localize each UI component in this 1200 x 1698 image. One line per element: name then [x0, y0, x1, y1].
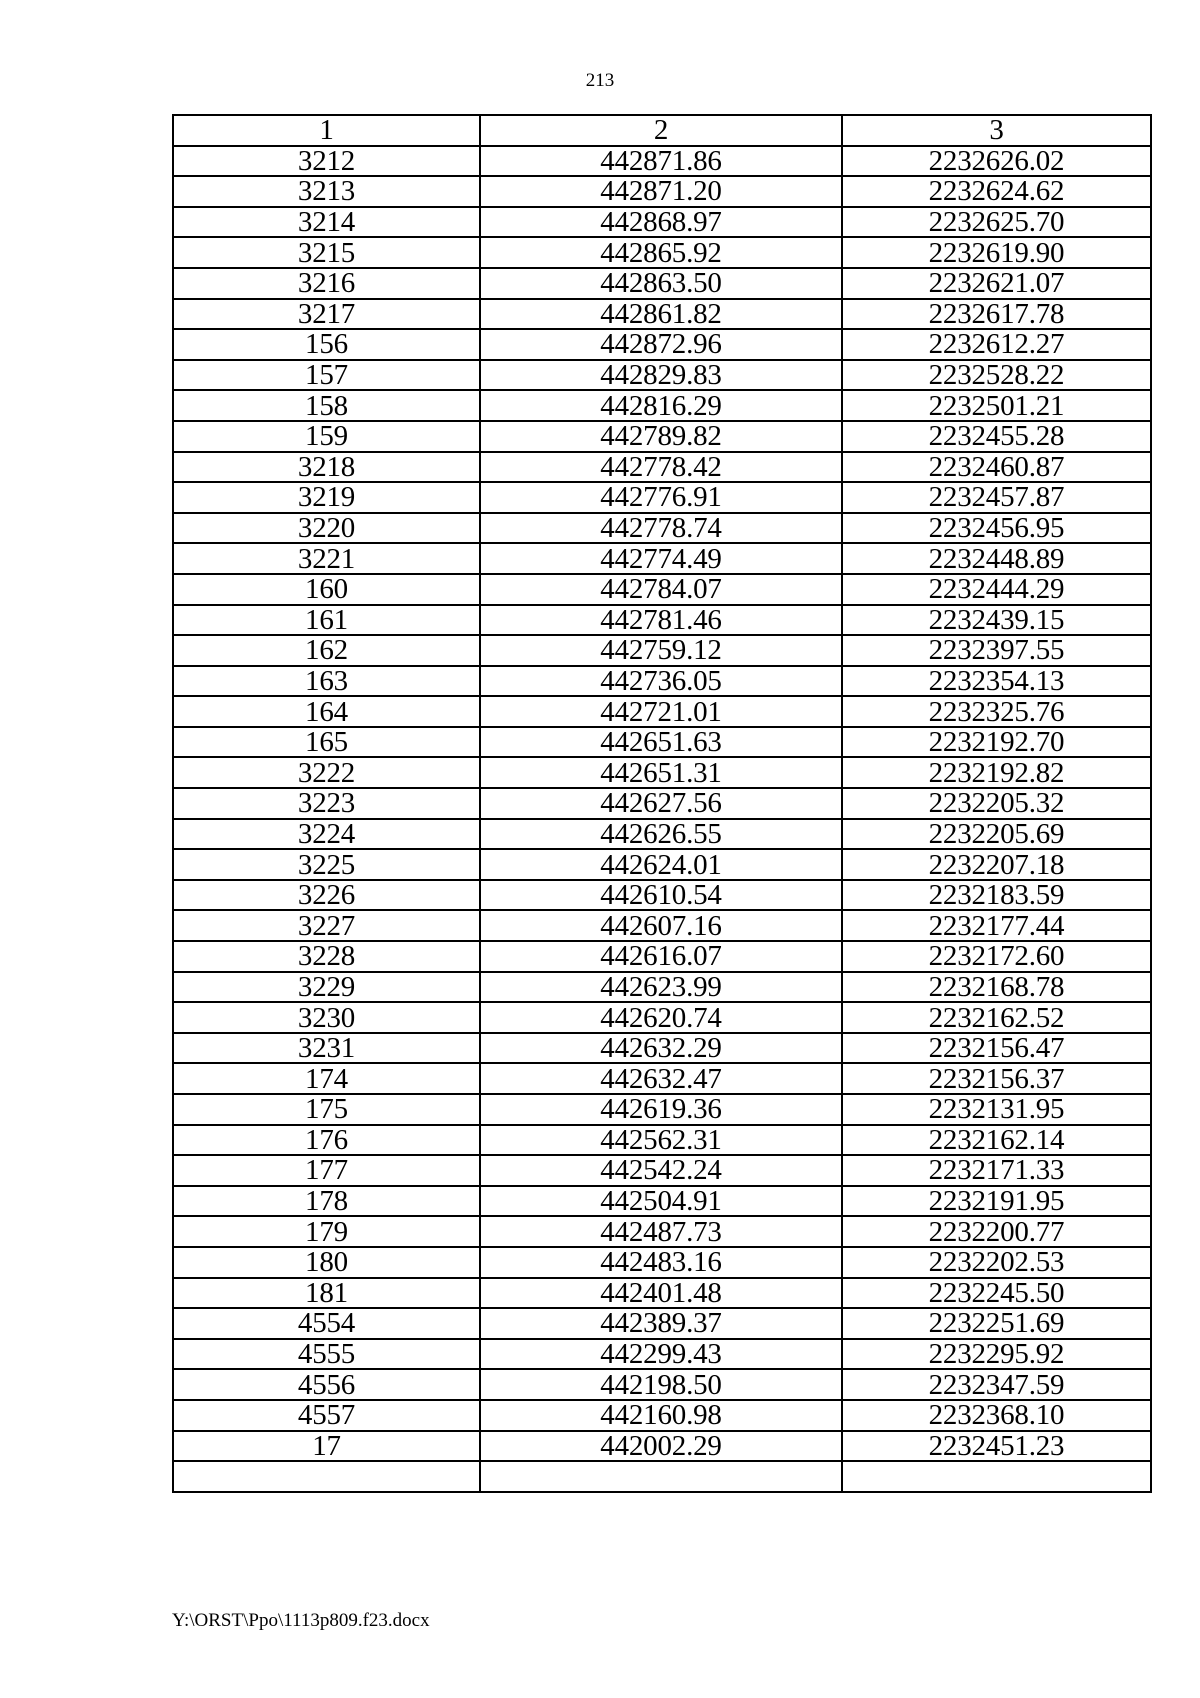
- x-coordinate-cell: 442778.74: [480, 513, 842, 544]
- column-header-2: 2: [480, 115, 842, 146]
- x-coordinate-cell: 442829.83: [480, 360, 842, 391]
- point-number-cell: 3216: [173, 268, 480, 299]
- table-row: [173, 1431, 1151, 1462]
- table-row: [173, 574, 1151, 605]
- table-row: [173, 635, 1151, 666]
- x-coordinate-cell: 442865.92: [480, 237, 842, 268]
- table-row: [173, 666, 1151, 697]
- point-number-cell: 164: [173, 696, 480, 727]
- point-number-cell: 156: [173, 329, 480, 360]
- table-row: [173, 1125, 1151, 1156]
- table-row: [173, 482, 1151, 513]
- x-coordinate-cell: 442389.37: [480, 1308, 842, 1339]
- x-coordinate-cell: 442721.01: [480, 696, 842, 727]
- point-number-cell: 3222: [173, 757, 480, 788]
- y-coordinate-cell: 2232501.21: [842, 390, 1151, 421]
- x-coordinate-cell: 442871.86: [480, 146, 842, 177]
- point-number-cell: 178: [173, 1186, 480, 1217]
- table-row: [173, 1216, 1151, 1247]
- table-header: [173, 115, 1151, 146]
- x-coordinate-cell: 442863.50: [480, 268, 842, 299]
- x-coordinate-cell: 442781.46: [480, 605, 842, 636]
- y-coordinate-cell: 2232612.27: [842, 329, 1151, 360]
- y-coordinate-cell: 2232200.77: [842, 1216, 1151, 1247]
- point-number-cell: 3221: [173, 543, 480, 574]
- y-coordinate-cell: 2232325.76: [842, 696, 1151, 727]
- point-number-cell: 3225: [173, 849, 480, 880]
- y-coordinate-cell: 2232621.07: [842, 268, 1151, 299]
- point-number-cell: 3217: [173, 299, 480, 330]
- coordinates-table: [172, 114, 1152, 1493]
- x-coordinate-cell: 442626.55: [480, 819, 842, 850]
- y-coordinate-cell: 2232207.18: [842, 849, 1151, 880]
- y-coordinate-cell: 2232625.70: [842, 207, 1151, 238]
- x-coordinate-cell: 442776.91: [480, 482, 842, 513]
- point-number-cell: 3230: [173, 1002, 480, 1033]
- point-number-cell: 3224: [173, 819, 480, 850]
- table-row: [173, 1033, 1151, 1064]
- y-coordinate-cell: 2232162.14: [842, 1125, 1151, 1156]
- table-row: [173, 146, 1151, 177]
- point-number-cell: 3226: [173, 880, 480, 911]
- table-row: [173, 941, 1151, 972]
- x-coordinate-cell: [480, 1461, 842, 1492]
- footer-file-path: Y:\ORST\Ppo\1113p809.f23.docx: [172, 1610, 430, 1631]
- table-row: [173, 1339, 1151, 1370]
- y-coordinate-cell: 2232460.87: [842, 452, 1151, 483]
- table-row: [173, 788, 1151, 819]
- x-coordinate-cell: 442872.96: [480, 329, 842, 360]
- table-row: [173, 1400, 1151, 1431]
- point-number-cell: 3231: [173, 1033, 480, 1064]
- x-coordinate-cell: 442871.20: [480, 176, 842, 207]
- x-coordinate-cell: 442562.31: [480, 1125, 842, 1156]
- point-number-cell: 3218: [173, 452, 480, 483]
- point-number-cell: 3227: [173, 910, 480, 941]
- y-coordinate-cell: 2232172.60: [842, 941, 1151, 972]
- x-coordinate-cell: 442861.82: [480, 299, 842, 330]
- point-number-cell: 4556: [173, 1369, 480, 1400]
- point-number-cell: 160: [173, 574, 480, 605]
- x-coordinate-cell: 442627.56: [480, 788, 842, 819]
- table-row: [173, 207, 1151, 238]
- point-number-cell: 4557: [173, 1400, 480, 1431]
- table-row: [173, 696, 1151, 727]
- x-coordinate-cell: 442542.24: [480, 1155, 842, 1186]
- y-coordinate-cell: 2232619.90: [842, 237, 1151, 268]
- point-number-cell: 3228: [173, 941, 480, 972]
- x-coordinate-cell: 442816.29: [480, 390, 842, 421]
- y-coordinate-cell: 2232456.95: [842, 513, 1151, 544]
- point-number-cell: 162: [173, 635, 480, 666]
- x-coordinate-cell: 442160.98: [480, 1400, 842, 1431]
- x-coordinate-cell: 442624.01: [480, 849, 842, 880]
- y-coordinate-cell: 2232205.69: [842, 819, 1151, 850]
- table-row: [173, 727, 1151, 758]
- point-number-cell: 3215: [173, 237, 480, 268]
- y-coordinate-cell: 2232617.78: [842, 299, 1151, 330]
- y-coordinate-cell: 2232245.50: [842, 1278, 1151, 1309]
- x-coordinate-cell: 442623.99: [480, 972, 842, 1003]
- x-coordinate-cell: 442759.12: [480, 635, 842, 666]
- y-coordinate-cell: 2232192.82: [842, 757, 1151, 788]
- header-row: [173, 115, 1151, 146]
- y-coordinate-cell: 2232354.13: [842, 666, 1151, 697]
- column-header-3: 3: [842, 115, 1151, 146]
- table-row: [173, 972, 1151, 1003]
- x-coordinate-cell: 442789.82: [480, 421, 842, 452]
- point-number-cell: 165: [173, 727, 480, 758]
- point-number-cell: 159: [173, 421, 480, 452]
- table-row: [173, 605, 1151, 636]
- x-coordinate-cell: 442632.47: [480, 1063, 842, 1094]
- table-row: [173, 421, 1151, 452]
- y-coordinate-cell: 2232448.89: [842, 543, 1151, 574]
- point-number-cell: 163: [173, 666, 480, 697]
- y-coordinate-cell: 2232192.70: [842, 727, 1151, 758]
- x-coordinate-cell: 442619.36: [480, 1094, 842, 1125]
- table-row: [173, 1094, 1151, 1125]
- y-coordinate-cell: 2232368.10: [842, 1400, 1151, 1431]
- table-row: [173, 1002, 1151, 1033]
- point-number-cell: 3212: [173, 146, 480, 177]
- table-row: [173, 299, 1151, 330]
- point-number-cell: 3219: [173, 482, 480, 513]
- table-row: [173, 849, 1151, 880]
- y-coordinate-cell: 2232444.29: [842, 574, 1151, 605]
- y-coordinate-cell: 2232168.78: [842, 972, 1151, 1003]
- y-coordinate-cell: 2232191.95: [842, 1186, 1151, 1217]
- table-row: [173, 452, 1151, 483]
- point-number-cell: 179: [173, 1216, 480, 1247]
- y-coordinate-cell: 2232251.69: [842, 1308, 1151, 1339]
- y-coordinate-cell: [842, 1461, 1151, 1492]
- point-number-cell: [173, 1461, 480, 1492]
- x-coordinate-cell: 442299.43: [480, 1339, 842, 1370]
- point-number-cell: 17: [173, 1431, 480, 1462]
- y-coordinate-cell: 2232451.23: [842, 1431, 1151, 1462]
- y-coordinate-cell: 2232162.52: [842, 1002, 1151, 1033]
- table-body: [173, 146, 1151, 1493]
- y-coordinate-cell: 2232156.37: [842, 1063, 1151, 1094]
- point-number-cell: 174: [173, 1063, 480, 1094]
- table-row: [173, 237, 1151, 268]
- point-number-cell: 4554: [173, 1308, 480, 1339]
- x-coordinate-cell: 442504.91: [480, 1186, 842, 1217]
- y-coordinate-cell: 2232202.53: [842, 1247, 1151, 1278]
- point-number-cell: 157: [173, 360, 480, 391]
- y-coordinate-cell: 2232624.62: [842, 176, 1151, 207]
- y-coordinate-cell: 2232347.59: [842, 1369, 1151, 1400]
- table-row: [173, 1247, 1151, 1278]
- x-coordinate-cell: 442483.16: [480, 1247, 842, 1278]
- x-coordinate-cell: 442198.50: [480, 1369, 842, 1400]
- y-coordinate-cell: 2232177.44: [842, 910, 1151, 941]
- y-coordinate-cell: 2232156.47: [842, 1033, 1151, 1064]
- point-number-cell: 158: [173, 390, 480, 421]
- point-number-cell: 181: [173, 1278, 480, 1309]
- x-coordinate-cell: 442401.48: [480, 1278, 842, 1309]
- point-number-cell: 3220: [173, 513, 480, 544]
- table-row: [173, 1308, 1151, 1339]
- page-number: 213: [585, 70, 615, 91]
- point-number-cell: 3223: [173, 788, 480, 819]
- x-coordinate-cell: 442002.29: [480, 1431, 842, 1462]
- y-coordinate-cell: 2232183.59: [842, 880, 1151, 911]
- x-coordinate-cell: 442487.73: [480, 1216, 842, 1247]
- point-number-cell: 176: [173, 1125, 480, 1156]
- x-coordinate-cell: 442736.05: [480, 666, 842, 697]
- table-row-empty: [173, 1461, 1151, 1492]
- table-row: [173, 880, 1151, 911]
- table-row: [173, 176, 1151, 207]
- y-coordinate-cell: 2232205.32: [842, 788, 1151, 819]
- table-row: [173, 1155, 1151, 1186]
- x-coordinate-cell: 442616.07: [480, 941, 842, 972]
- table-row: [173, 513, 1151, 544]
- point-number-cell: 180: [173, 1247, 480, 1278]
- y-coordinate-cell: 2232295.92: [842, 1339, 1151, 1370]
- column-header-1: 1: [173, 115, 480, 146]
- x-coordinate-cell: 442632.29: [480, 1033, 842, 1064]
- y-coordinate-cell: 2232528.22: [842, 360, 1151, 391]
- table-row: [173, 390, 1151, 421]
- table-row: [173, 268, 1151, 299]
- x-coordinate-cell: 442778.42: [480, 452, 842, 483]
- table-row: [173, 910, 1151, 941]
- y-coordinate-cell: 2232457.87: [842, 482, 1151, 513]
- table-row: [173, 819, 1151, 850]
- point-number-cell: 175: [173, 1094, 480, 1125]
- x-coordinate-cell: 442651.31: [480, 757, 842, 788]
- x-coordinate-cell: 442651.63: [480, 727, 842, 758]
- point-number-cell: 3229: [173, 972, 480, 1003]
- table-row: [173, 757, 1151, 788]
- point-number-cell: 4555: [173, 1339, 480, 1370]
- x-coordinate-cell: 442784.07: [480, 574, 842, 605]
- x-coordinate-cell: 442868.97: [480, 207, 842, 238]
- y-coordinate-cell: 2232131.95: [842, 1094, 1151, 1125]
- point-number-cell: 177: [173, 1155, 480, 1186]
- x-coordinate-cell: 442620.74: [480, 1002, 842, 1033]
- table-row: [173, 543, 1151, 574]
- x-coordinate-cell: 442774.49: [480, 543, 842, 574]
- x-coordinate-cell: 442610.54: [480, 880, 842, 911]
- point-number-cell: 3213: [173, 176, 480, 207]
- x-coordinate-cell: 442607.16: [480, 910, 842, 941]
- table-row: [173, 329, 1151, 360]
- y-coordinate-cell: 2232455.28: [842, 421, 1151, 452]
- table-row: [173, 1063, 1151, 1094]
- point-number-cell: 161: [173, 605, 480, 636]
- table-row: [173, 1369, 1151, 1400]
- table-row: [173, 1278, 1151, 1309]
- y-coordinate-cell: 2232626.02: [842, 146, 1151, 177]
- y-coordinate-cell: 2232439.15: [842, 605, 1151, 636]
- y-coordinate-cell: 2232171.33: [842, 1155, 1151, 1186]
- table-row: [173, 360, 1151, 391]
- point-number-cell: 3214: [173, 207, 480, 238]
- y-coordinate-cell: 2232397.55: [842, 635, 1151, 666]
- table-row: [173, 1186, 1151, 1217]
